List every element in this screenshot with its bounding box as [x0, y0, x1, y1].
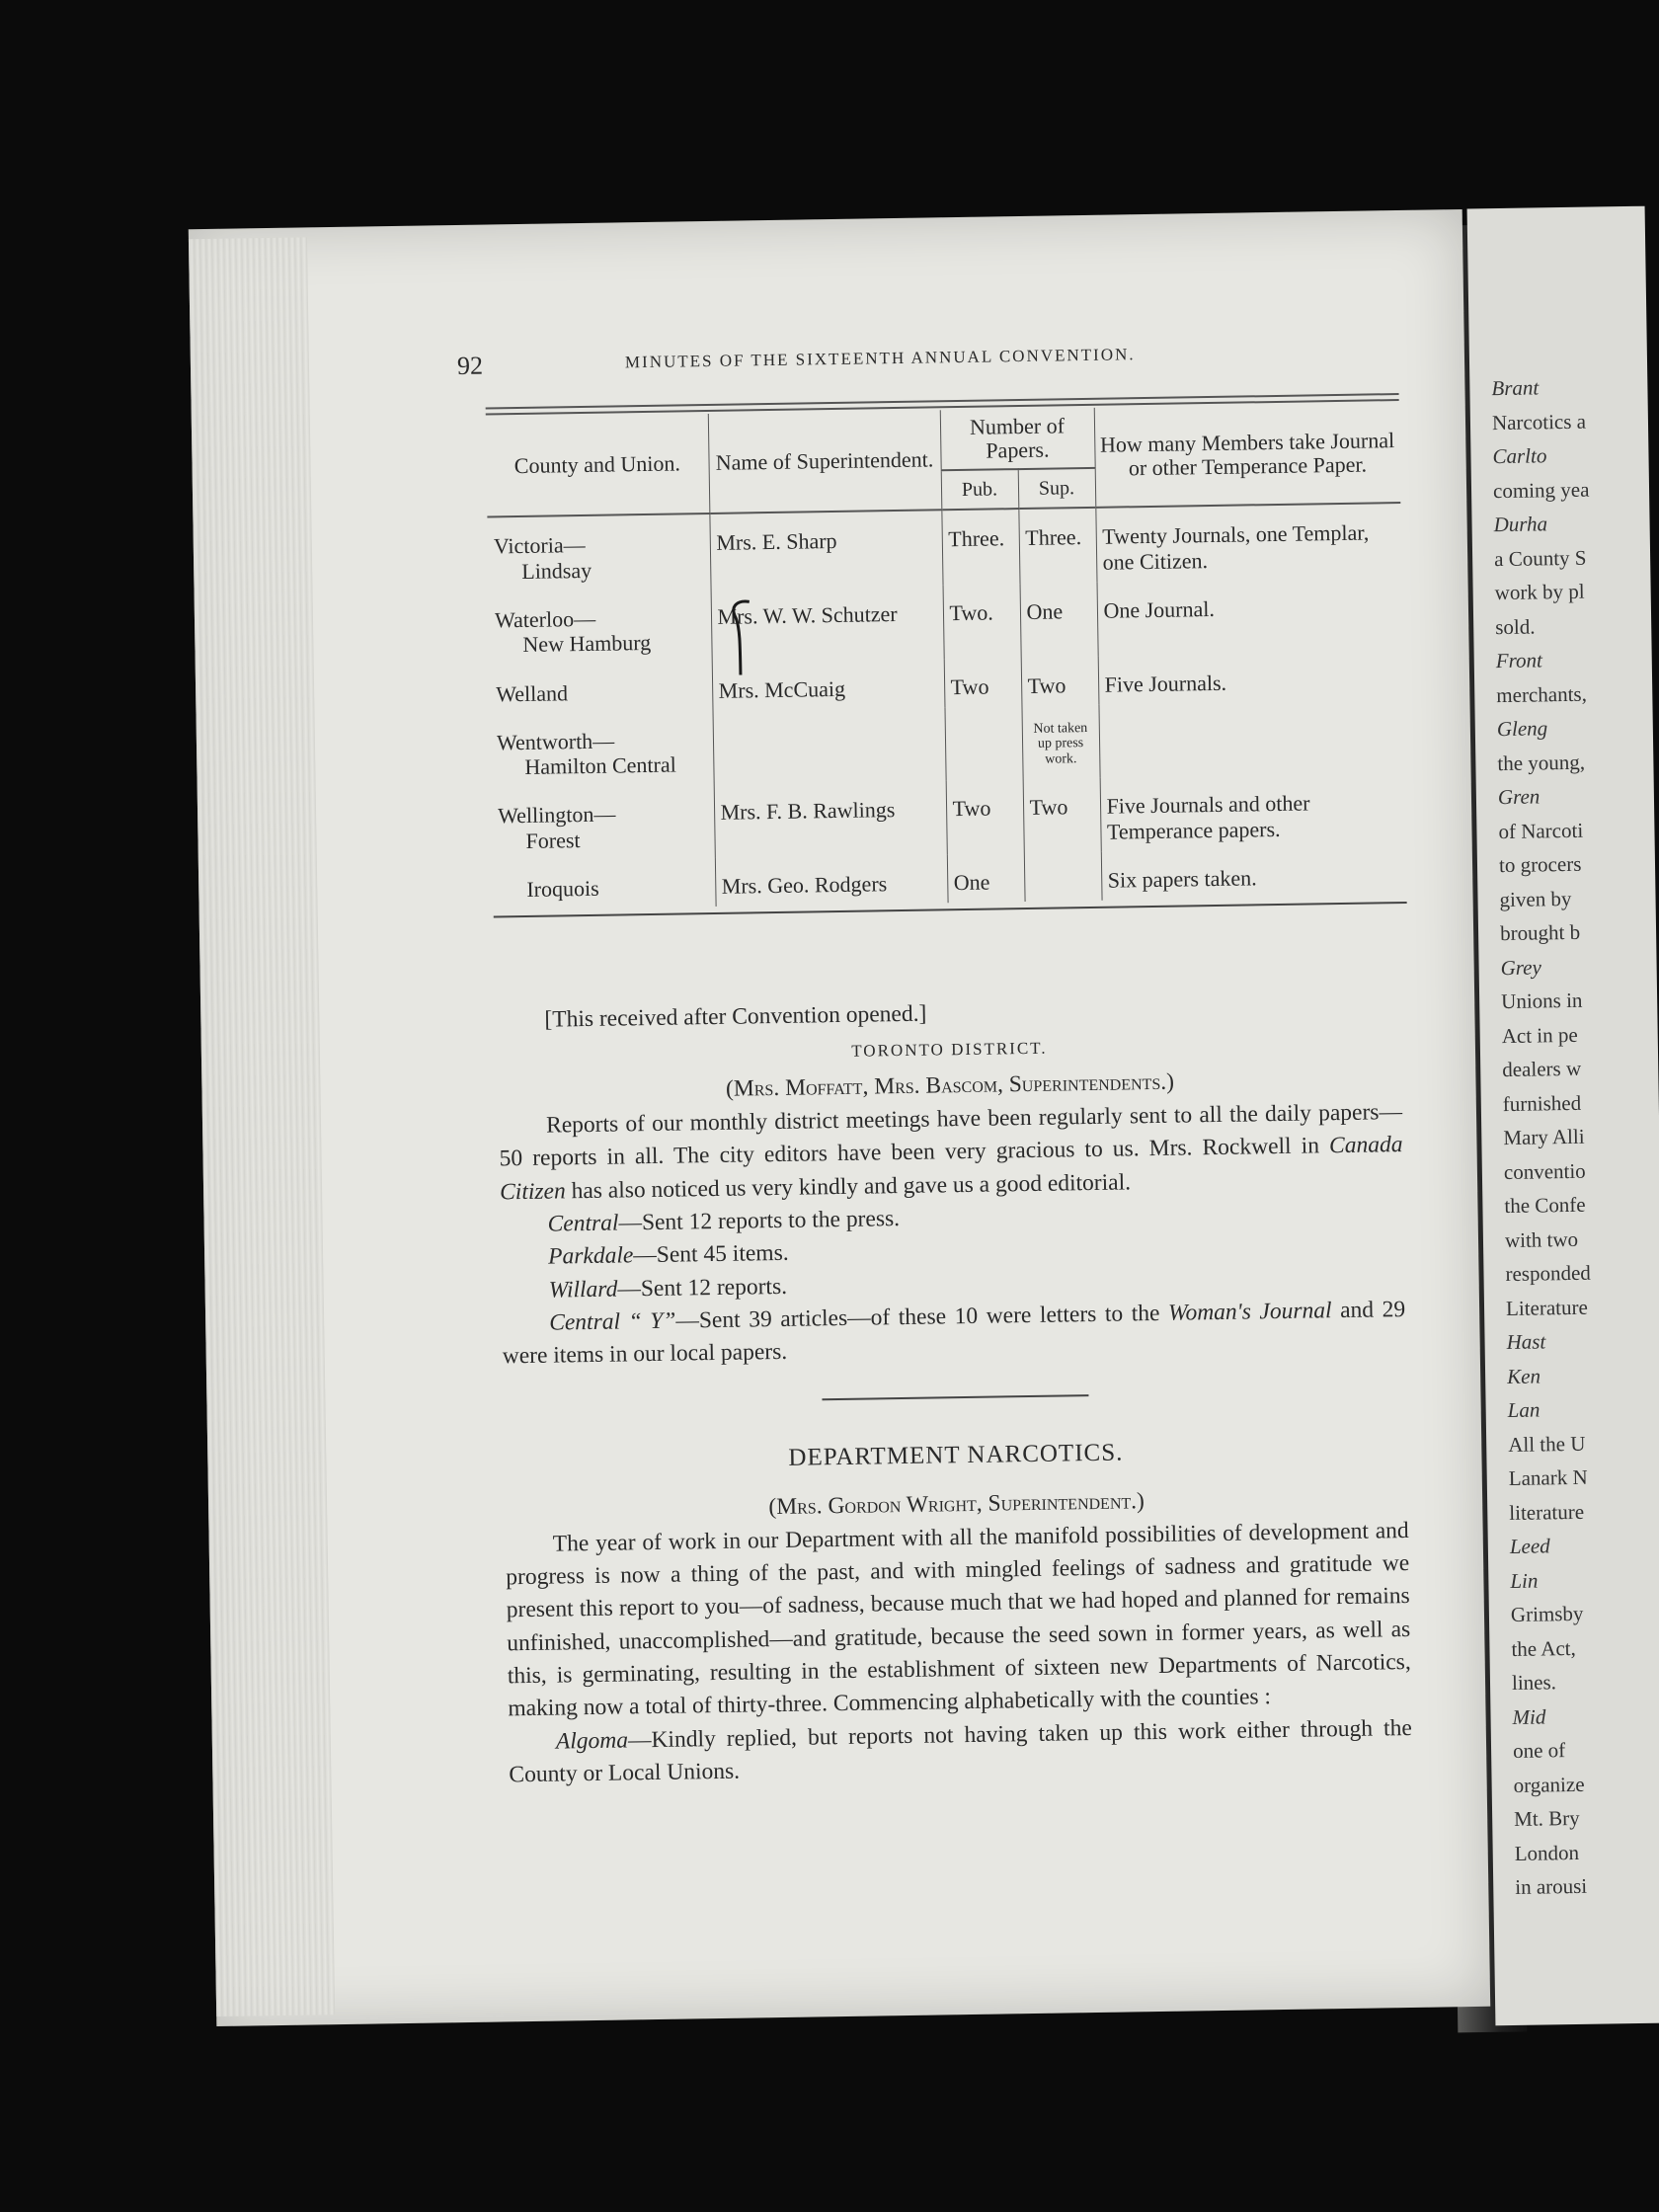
page-number: 92	[456, 351, 484, 380]
section-divider	[822, 1394, 1088, 1400]
cell-sup-text: Two	[1029, 794, 1068, 821]
cell-superintendent-text: Mrs. Geo. Rodgers	[721, 871, 888, 899]
header-superintendent: Name of Superintendent.	[708, 410, 942, 514]
facing-page-fragment: Mid	[1512, 1703, 1546, 1729]
facing-page-fragment: merchants,	[1496, 681, 1588, 707]
facing-page-fragment: in arousi	[1515, 1873, 1588, 1899]
facing-page-fragment: to grocers	[1498, 851, 1582, 878]
facing-page-fragment: Carlto	[1492, 443, 1547, 469]
facing-page-fragment: the Confe	[1504, 1192, 1586, 1219]
facing-page-fragment: Act in pe	[1501, 1022, 1578, 1048]
union-name: Forest	[525, 827, 581, 853]
facing-page-fragment: Gren	[1497, 784, 1540, 810]
header-papers: Number of Papers.	[940, 408, 1095, 471]
cell-members-text: Five Journals.	[1104, 670, 1227, 697]
toronto-superintendents: (Mrs. Moffatt, Mrs. Bascom, Superintendents.)	[725, 1069, 1175, 1103]
entry-text: —Sent 45 items.	[633, 1240, 789, 1269]
cell-pub-text: One	[953, 869, 990, 896]
cell-pub-text: Two	[950, 673, 989, 699]
county-name: Welland	[496, 679, 569, 706]
union-name: Iroquois	[526, 875, 599, 902]
facing-page-fragment: one of	[1512, 1738, 1566, 1763]
facing-page-fragment: Lin	[1510, 1568, 1539, 1593]
algoma-name: Algoma	[555, 1727, 629, 1755]
narcotics-paragraph: The year of work in our Department with all the manifold possibilities of development and progress is now a thing of the past, and with mingled feelings of sadness and gratitude we present this report to you—of sadness, because much that we had hoped and planned for remains unfinished, unaccomplished—and gratitude, because the seed sown in former years, as well as this, is germinating, resulting in the establishment of sixteen new Departments of Narcotics, making now a total of thirty-three. Commencing alphabetically with the counties :	[506, 1517, 1411, 1722]
cell-members-text: Twenty Journals, one Templar, one Citizen.	[1102, 519, 1370, 575]
county-name: Waterloo—	[494, 605, 596, 633]
facing-page-fragment: Literature	[1505, 1295, 1589, 1320]
facing-page-fragment: Unions in	[1500, 988, 1583, 1014]
table-row	[492, 773, 1406, 861]
facing-page-fragment: Brant	[1491, 375, 1540, 401]
toronto-text-2: has also noticed us very kindly and gave us a good editorial.	[571, 1168, 1132, 1204]
cell-pub-text: Two.	[949, 599, 993, 626]
toronto-entries	[500, 1195, 1404, 1307]
facing-page-fragment: Gleng	[1496, 716, 1548, 742]
pencil-mark	[728, 595, 758, 684]
cell-superintendent-text: Mrs. McCuaig	[718, 675, 846, 703]
cell-members	[1098, 700, 1404, 778]
county-name: Wentworth—	[496, 728, 615, 755]
cell-superintendent	[713, 707, 946, 784]
facing-page-fragment: Lan	[1507, 1397, 1540, 1423]
facing-page-fragment: the Act,	[1511, 1635, 1576, 1661]
union-name: New Hamburg	[522, 630, 652, 658]
algoma-text: —Kindly replied, but reports not having taken up this work either through the County or Local Unions.	[509, 1714, 1412, 1788]
county-name: Wellington—	[497, 801, 616, 829]
cell-superintendent-text: Mrs. E. Sharp	[716, 528, 837, 556]
facing-page-fragment: with two	[1504, 1226, 1579, 1252]
table-row	[489, 578, 1403, 666]
cell-sup	[1018, 508, 1096, 584]
cell-sup-text: Two	[1027, 672, 1066, 698]
facing-page-fragment: organize	[1513, 1772, 1585, 1797]
cell-sup	[1023, 778, 1101, 853]
entry-text: —Sent 12 reports.	[617, 1273, 788, 1303]
cell-members-text: One Journal.	[1103, 595, 1216, 623]
cell-members-text: Six papers taken.	[1107, 865, 1257, 893]
cell-sup	[1021, 656, 1099, 706]
facing-page-fragment: of Narcoti	[1498, 818, 1584, 843]
facing-page-fragment: Mary Alli	[1503, 1124, 1585, 1150]
facing-page-fragment: responded	[1505, 1260, 1591, 1287]
central-y-name: Central “ Y”	[549, 1307, 676, 1336]
cell-pub-text: Three.	[948, 525, 1005, 552]
cell-county-union	[491, 711, 714, 788]
narcotics-superintendent: (Mrs. Gordon Wright, Superintendent.)	[768, 1488, 1146, 1521]
cell-members	[1100, 773, 1406, 851]
cell-members	[1097, 578, 1403, 656]
late-note: [This received after Convention opened.]	[544, 1000, 927, 1033]
womans-journal: Woman's Journal	[1167, 1298, 1332, 1326]
cell-pub	[944, 658, 1022, 708]
cell-superintendent-text: Mrs. F. B. Rawlings	[720, 797, 896, 826]
cell-pub	[944, 706, 1022, 781]
cell-sup	[1021, 705, 1099, 780]
cell-county-union	[492, 784, 715, 861]
facing-page-fragment: coming yea	[1492, 477, 1590, 503]
cell-county-union	[490, 663, 713, 715]
cell-sup-text: Three.	[1025, 524, 1082, 551]
facing-page-fragment: dealers w	[1502, 1056, 1582, 1082]
facing-page	[1467, 206, 1659, 2026]
cell-pub	[946, 779, 1024, 854]
entry-name: Central	[547, 1210, 619, 1237]
cell-superintendent	[714, 781, 947, 858]
cell-members	[1098, 652, 1404, 705]
cell-members	[1101, 847, 1407, 901]
entry-name: Willard	[548, 1276, 618, 1304]
central-y-text-1: —Sent 39 articles—of these 10 were letters to the	[675, 1300, 1160, 1334]
entry-name: Parkdale	[547, 1242, 634, 1270]
cell-county-union	[489, 589, 712, 666]
facing-page-fragment: a County S	[1493, 545, 1587, 571]
cell-members	[1095, 503, 1401, 582]
report-body	[497, 990, 1412, 1792]
facing-page-fragment: furnished	[1502, 1090, 1582, 1116]
cell-sup	[1020, 583, 1098, 658]
cell-county-union	[493, 858, 716, 910]
facing-page-fragment: Grey	[1500, 954, 1542, 980]
cell-superintendent-text: Mrs. W. W. Schutzer	[717, 600, 898, 629]
union-name: Hamilton Central	[524, 751, 676, 780]
cell-pub	[943, 584, 1021, 659]
algoma-entry	[509, 1712, 1413, 1792]
facing-page-fragment: Front	[1495, 648, 1542, 673]
press-work-table	[486, 393, 1407, 918]
cell-members-text: Five Journals and other Temperance papers.	[1106, 790, 1310, 844]
facing-page-fragment: London	[1514, 1840, 1580, 1865]
header-pub: Pub.	[941, 469, 1019, 510]
union-name: Lindsay	[521, 557, 592, 584]
header-sup: Sup.	[1018, 468, 1096, 509]
facing-page-fragment: the young,	[1497, 750, 1586, 775]
facing-page-fragment: Grimsby	[1510, 1601, 1584, 1627]
county-name: Victoria—	[493, 532, 586, 559]
facing-page-fragment: Mt. Bry	[1513, 1805, 1580, 1831]
running-head	[456, 336, 1464, 380]
facing-page-fragment: Lanark N	[1508, 1464, 1588, 1491]
facing-page-fragment: Hast	[1506, 1329, 1546, 1355]
entry-text: —Sent 12 reports to the press.	[618, 1205, 901, 1236]
header-county: County and Union.	[486, 414, 710, 517]
facing-page-fragment: given by	[1499, 886, 1572, 911]
page-edge	[189, 237, 335, 2016]
cell-pub-text: Two	[952, 796, 991, 822]
facing-page-fragment: work by pl	[1494, 579, 1585, 605]
central-y-entry	[502, 1294, 1406, 1374]
facing-page-fragment: All the U	[1508, 1431, 1586, 1457]
facing-page-fragment: Ken	[1506, 1364, 1541, 1388]
table-row	[487, 503, 1401, 592]
toronto-heading: TORONTO DISTRICT.	[851, 1039, 1048, 1062]
cell-sup-text: Not taken up press work.	[1033, 720, 1088, 767]
cell-superintendent	[709, 511, 942, 589]
facing-page-fragment: lines.	[1511, 1670, 1557, 1695]
facing-page-fragment: Narcotics a	[1491, 409, 1587, 434]
cell-county-union	[487, 514, 710, 592]
facing-page-fragment: conventio	[1503, 1158, 1586, 1184]
central-y-text-2: and 29 were items in our local papers.	[502, 1297, 1406, 1370]
facing-page-fragment: brought b	[1499, 919, 1581, 946]
cell-sup-text: One	[1026, 598, 1064, 624]
cell-pub	[941, 509, 1019, 585]
facing-page-fragment: Leed	[1509, 1534, 1550, 1559]
toronto-text-1: Reports of our monthly district meetings have been regularly sent to all the daily papers—50 reports in all. The city editors have been very gracious to us. Mrs. Rockwell in	[499, 1098, 1403, 1172]
cell-superintendent	[715, 854, 948, 907]
facing-page-fragment: Durha	[1493, 512, 1548, 537]
canada-citizen: Canada Citizen	[499, 1132, 1403, 1205]
facing-page-fragment: literature	[1509, 1499, 1585, 1525]
cell-sup	[1024, 852, 1102, 903]
toronto-paragraph	[499, 1096, 1403, 1209]
book-page	[189, 209, 1490, 2026]
header-members: How many Members take Journal or other Temperance Paper.	[1094, 403, 1401, 508]
table-body	[487, 503, 1406, 909]
running-title: MINUTES OF THE SIXTEENTH ANNUAL CONVENTION.	[624, 345, 1136, 372]
facing-page-fragment: sold.	[1495, 613, 1536, 639]
cell-pub	[947, 853, 1025, 904]
narcotics-heading: DEPARTMENT NARCOTICS.	[788, 1439, 1124, 1471]
table-row	[491, 700, 1405, 788]
